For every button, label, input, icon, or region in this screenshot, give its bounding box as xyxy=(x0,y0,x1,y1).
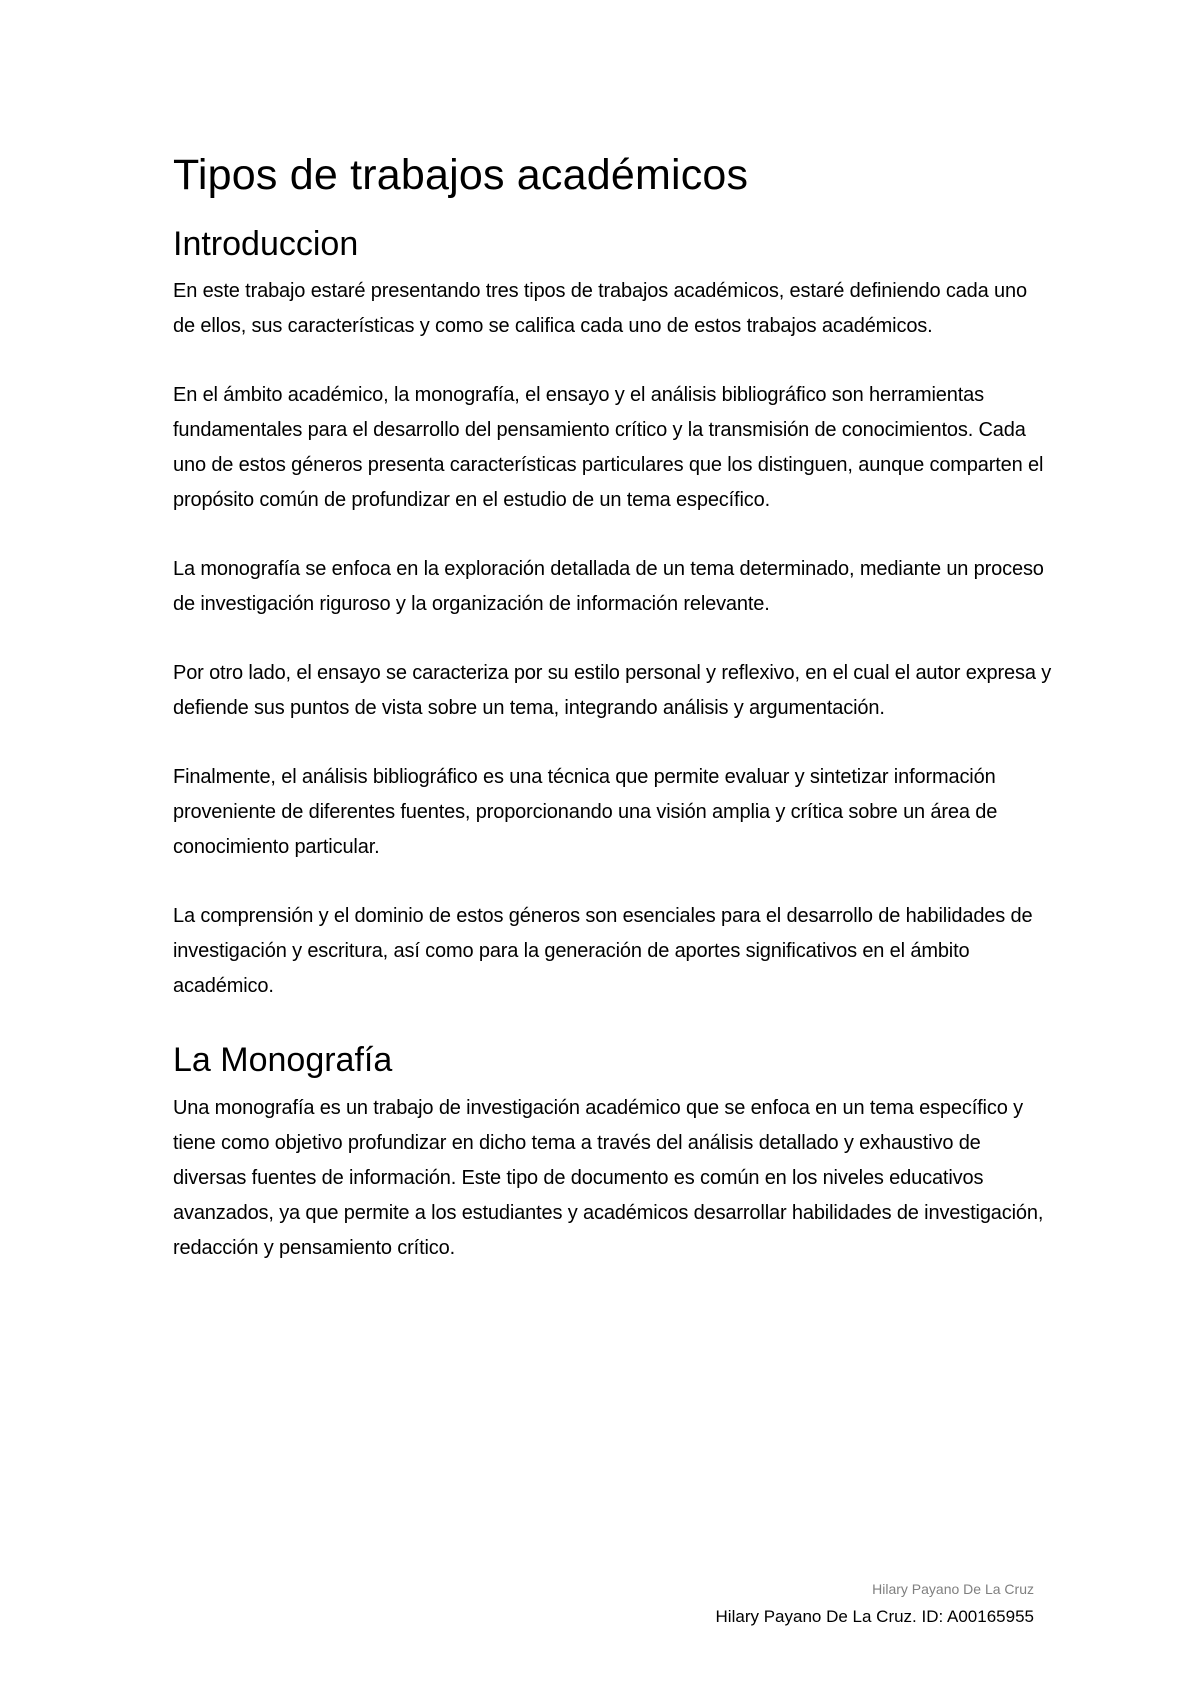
paragraph: La monografía se enfoca en la exploración detallada de un tema determinado, mediante un proceso de investigación riguroso y la organización de información relevante. xyxy=(173,558,1044,616)
footer-author-small: Hilary Payano De La Cruz xyxy=(872,1581,1034,1597)
paragraph: Por otro lado, el ensayo se caracteriza por su estilo personal y reflexivo, en el cual el autor expresa y defiende sus puntos de vista sobre un tema, integrando análisis y argumentación. xyxy=(173,662,1052,720)
document-body xyxy=(173,150,1053,1266)
section-heading-monografia: La Monografía xyxy=(173,1041,393,1080)
document-title: Tipos de trabajos académicos xyxy=(173,151,749,199)
section-introduccion xyxy=(173,274,1053,1004)
paragraph: En el ámbito académico, la monografía, el ensayo y el análisis bibliográfico son herramientas fundamentales para el desarrollo del pensamiento crítico y la transmisión de conocimientos. Cada uno de estos géneros presenta características particulares que los distinguen, aunque comparten el propósito común de profundizar en el estudio de un tema específico. xyxy=(173,384,1044,512)
paragraph: Una monografía es un trabajo de investigación académico que se enfoca en un tema específico y tiene como objetivo profundizar en dicho tema a través del análisis detallado y exhaustivo de diversas fuentes de información. Este tipo de documento es común en los niveles educativos avanzados, ya que permite a los estudiantes y académicos desarrollar habilidades de investigación, redacción y pensamiento crítico. xyxy=(173,1097,1044,1260)
section-heading-introduccion: Introduccion xyxy=(173,224,359,263)
paragraph: En este trabajo estaré presentando tres tipos de trabajos académicos, estaré definiendo cada uno de ellos, sus características y como se califica cada uno de estos trabajos académicos. xyxy=(173,280,1027,338)
paragraph: Finalmente, el análisis bibliográfico es una técnica que permite evaluar y sintetizar información proveniente de diferentes fuentes, proporcionando una visión amplia y crítica sobre un área de conocimiento particular. xyxy=(173,766,998,859)
footer-author-id: Hilary Payano De La Cruz. ID: A00165955 xyxy=(715,1607,1034,1626)
paragraph: La comprensión y el dominio de estos géneros son esenciales para el desarrollo de habilidades de investigación y escritura, así como para la generación de aportes significativos en el ámbito académico. xyxy=(173,905,1033,998)
section-monografia xyxy=(173,1091,1053,1266)
